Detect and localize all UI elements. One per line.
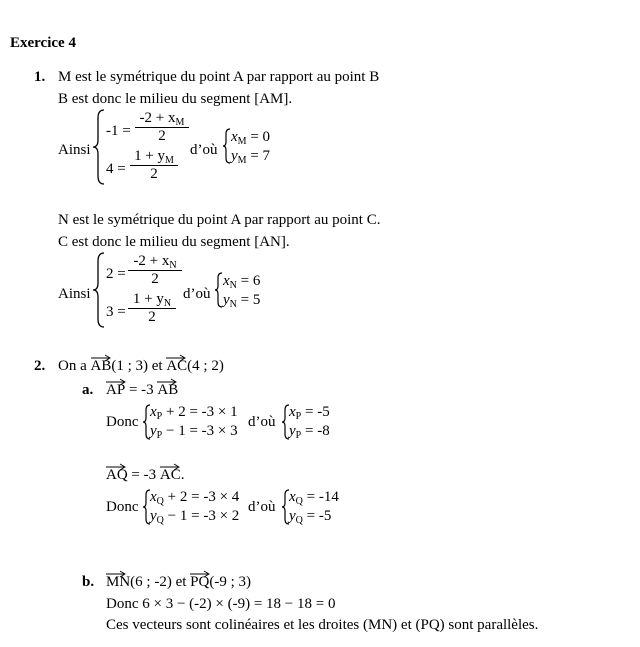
vector-arrow-icon — [106, 378, 126, 386]
donc-label-q: Donc — [106, 499, 139, 515]
result-xq: $x_Q = -14$ — [289, 489, 339, 507]
subquestion-a-label: a. — [82, 382, 94, 398]
eq2-fraction: $1 + y_M$ 2 — [130, 148, 178, 183]
q1-line-1: M est le symétrique du point A par rapport au point B — [58, 69, 380, 85]
vector-ac: AC — [166, 357, 187, 375]
result-xp: $x_P = -5$ — [289, 404, 330, 422]
dou-label-m: d’où — [190, 142, 218, 158]
vector-ac-2: AC — [160, 466, 181, 484]
vector-arrow-icon — [166, 354, 186, 362]
left-brace-system-n — [92, 251, 106, 329]
ainsi-label-m: Ainsi — [58, 142, 91, 158]
vector-pq: PQ — [190, 573, 209, 591]
donc-label-p: Donc — [106, 414, 139, 430]
eq1-lhs: -1 = — [106, 123, 131, 139]
dou-label-p: d’où — [248, 414, 276, 430]
question-1-number: 1. — [34, 69, 46, 85]
result-yq: $y_Q = -5$ — [289, 508, 332, 526]
vector-arrow-icon — [106, 463, 126, 471]
question-2-number: 2. — [34, 358, 46, 374]
ap-equation: AP = -3 AB — [106, 381, 178, 399]
vector-ab-2: AB — [157, 381, 178, 399]
system-p-line-1: $x_P + 2 = -3 \times 1$ — [150, 404, 238, 422]
q1-line-2: B est donc le milieu du segment [AM]. — [58, 91, 293, 107]
result-xn: $x_N = 6$ — [223, 273, 261, 291]
eq4-fraction: $1 + y_N$ 2 — [128, 291, 176, 326]
eq4-lhs: 3 = — [106, 304, 126, 320]
q1-line-3: N est le symétrique du point A par rapport au point C. — [58, 212, 381, 228]
result-yp: $y_P = -8$ — [289, 423, 330, 441]
system-q-line-1: $x_Q + 2 = -3 \times 4$ — [150, 489, 240, 507]
vector-arrow-icon — [91, 354, 111, 362]
q2-intro: On a AB(1 ; 3) et AC(4 ; 2) — [58, 357, 224, 375]
exercise-title: Exercice 4 — [10, 35, 76, 51]
vector-arrow-icon — [160, 463, 180, 471]
system-q-line-2: $y_Q - 1 = -3 \times 2$ — [150, 508, 240, 526]
eq3-lhs: 2 = — [106, 266, 126, 282]
aq-equation: AQ = -3 AC. — [106, 466, 184, 484]
vector-arrow-icon — [157, 378, 177, 386]
ainsi-label-n: Ainsi — [58, 286, 91, 302]
result-xm: $x_M = 0$ — [231, 129, 271, 147]
vector-aq: AQ — [106, 466, 128, 484]
system-p-line-2: $y_P - 1 = -3 \times 3$ — [150, 423, 238, 441]
b-determinant-line: Donc 6 × 3 − (-2) × (-9) = 18 − 18 = 0 — [106, 596, 336, 612]
eq1-fraction: $-2 + x_M$ 2 — [135, 110, 189, 145]
result-ym: $y_M = 7$ — [231, 148, 271, 166]
eq3-fraction: $-2 + x_N$ 2 — [128, 253, 182, 288]
b-conclusion-line: Ces vecteurs sont colinéaires et les droites (MN) et (PQ) sont parallèles. — [106, 617, 539, 633]
subquestion-b-label: b. — [82, 574, 95, 590]
vector-ab: AB — [91, 357, 112, 375]
dou-label-n: d’où — [183, 286, 211, 302]
q1-line-4: C est donc le milieu du segment [AN]. — [58, 234, 290, 250]
vector-arrow-icon — [190, 570, 210, 578]
vector-ap: AP — [106, 381, 125, 399]
left-brace-system-m — [92, 108, 106, 186]
mn-pq-vectors: MN(6 ; -2) et PQ(-9 ; 3) — [106, 573, 251, 591]
eq2-lhs: 4 = — [106, 161, 126, 177]
dou-label-q: d’où — [248, 499, 276, 515]
vector-arrow-icon — [106, 570, 126, 578]
vector-mn: MN — [106, 573, 130, 591]
result-yn: $y_N = 5$ — [223, 292, 261, 310]
